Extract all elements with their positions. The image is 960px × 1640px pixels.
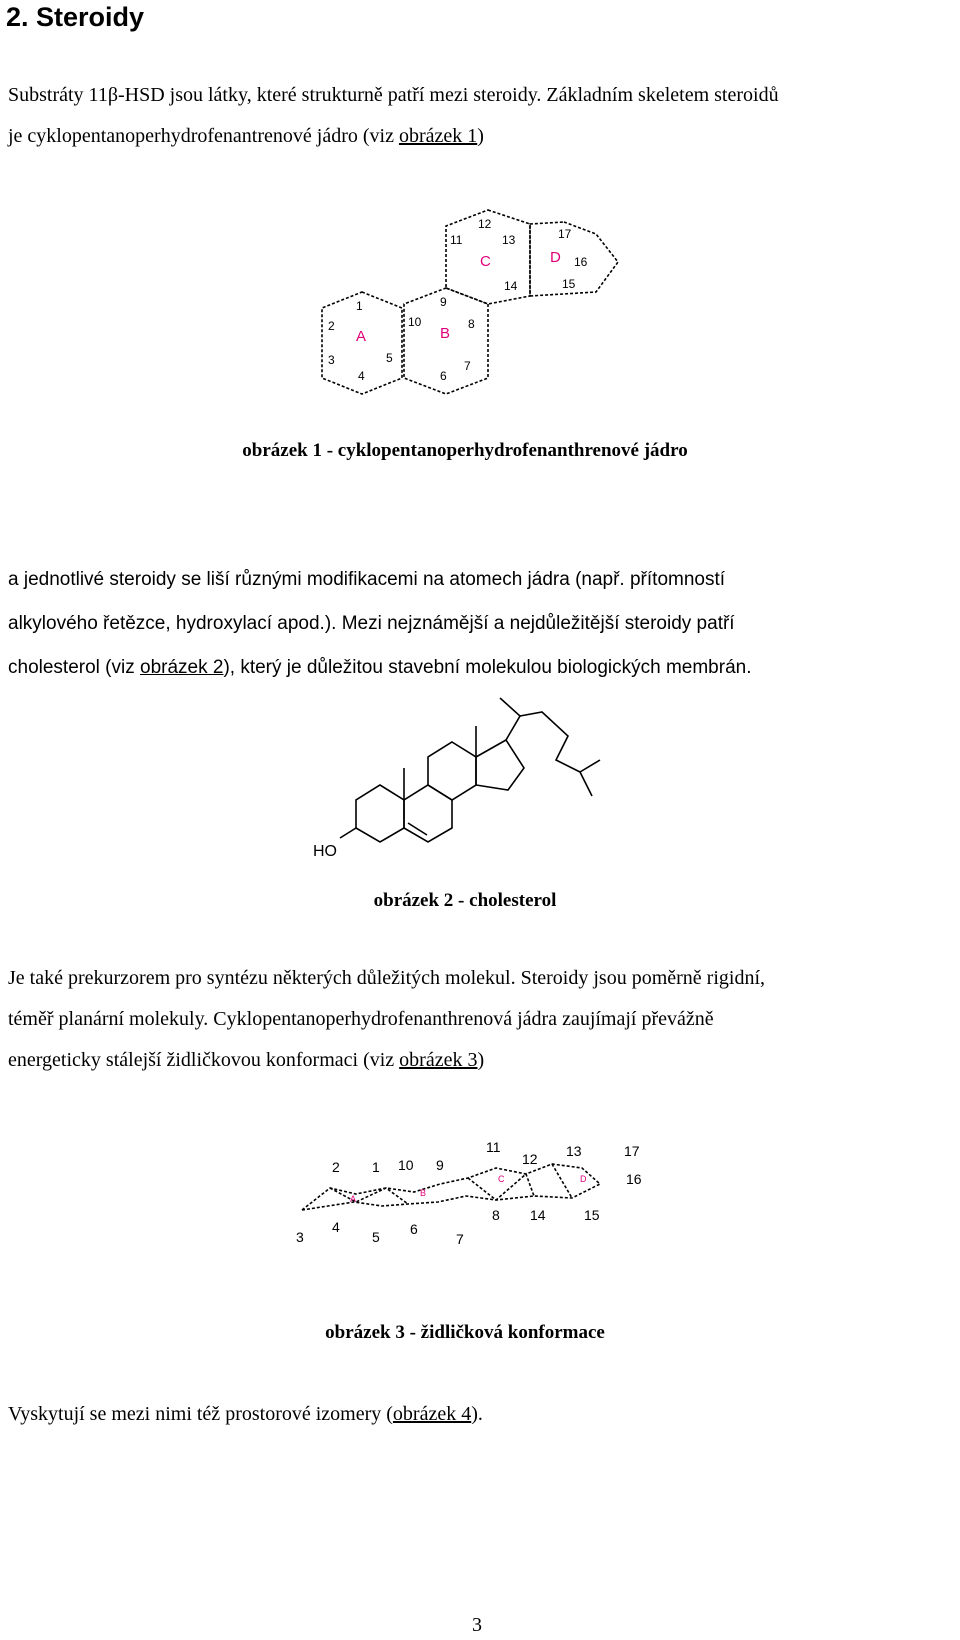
atom-number-14: 14 [504,279,518,293]
ring-label-b: B [440,325,451,342]
paragraph-intro [8,75,958,157]
paragraph-modifications-line-3 [8,646,958,690]
chair-atom-number-7: 7 [456,1231,464,1247]
atom-number-7: 7 [464,359,471,373]
page-number: 3 [472,1614,482,1636]
chair-atom-number-12: 12 [522,1151,538,1167]
text: je cyklopentanoperhydrofenantrenové jádro (viz [8,125,399,147]
chair-atom-number-6: 6 [410,1221,418,1237]
section-heading: 2. Steroidy [6,2,145,32]
figure-3-caption: obrázek 3 - židličková konformace [325,1322,605,1343]
chair-ring-label-b: B [420,1188,427,1198]
paragraph-conformation-line-1: Je také prekurzorem pro syntézu některých důležitých molekul. Steroidy jsou poměrně rigidní, [8,967,766,989]
atom-number-9: 9 [440,295,447,309]
atom-number-5: 5 [386,351,393,365]
chair-atom-number-1: 1 [372,1159,380,1175]
atom-number-2: 2 [328,319,335,333]
chair-atom-number-4: 4 [332,1219,340,1235]
chair-ring-label-c: C [498,1174,505,1184]
chair-conformation-diagram [290,1130,670,1260]
side-chain [500,698,520,740]
figure-2-link[interactable]: obrázek 2 [140,657,224,678]
paragraph-isomers [8,1394,958,1435]
chair-atom-number-17: 17 [624,1143,640,1159]
atom-number-13: 13 [502,233,516,247]
chair-atom-number-10: 10 [398,1157,414,1173]
chair-atom-number-16: 16 [626,1171,642,1187]
chair-ring-label-a: A [350,1194,357,1204]
figure-1-caption: obrázek 1 - cyklopentanoperhydrofenanthrenové jádro [242,440,688,461]
chair-atom-number-15: 15 [584,1207,600,1223]
paragraph-conformation-line-2: téměř planární molekuly. Cyklopentanoperhydrofenanthrenová jádra zaujímají převážně [8,1008,714,1030]
atom-number-1: 1 [356,299,363,313]
steroid-nucleus-diagram [300,200,640,410]
ring-label-a: A [356,328,367,345]
paragraph-conformation [8,958,958,1081]
paragraph-modifications-line-1: a jednotlivé steroidy se liší různými modifikacemi na atomech jádra (např. přítomností [8,569,726,590]
cholesterol-ring-b [404,785,452,842]
hydroxyl-label: HO [313,843,337,860]
figure-4-link[interactable]: obrázek 4 [392,1403,472,1425]
figure-3-link[interactable]: obrázek 3 [399,1049,478,1071]
cholesterol-ring-a [356,785,404,842]
cholesterol-ring-d [476,740,524,790]
paragraph-modifications-line-2: alkylového řetězce, hydroxylací apod.). Mezi nejznámější a nejdůležitější steroidy patří [8,613,735,634]
chair-atom-number-2: 2 [332,1159,340,1175]
text: ), který je důležitou stavební molekulou biologických membrán. [223,657,752,678]
chair-ring-label-d: D [580,1174,587,1184]
atom-number-6: 6 [440,369,447,383]
text: ). [471,1403,483,1425]
figure-1-link[interactable]: obrázek 1 [398,125,478,147]
figure-2-caption: obrázek 2 - cholesterol [373,890,557,911]
cholesterol-ring-c [428,742,476,800]
paragraph-conformation-line-3 [8,1040,958,1081]
paragraph-intro-line-2 [8,116,958,157]
text: ) [477,125,484,147]
chair-atom-number-3: 3 [296,1229,304,1245]
chair-atom-number-8: 8 [492,1207,500,1223]
paragraph-modifications [8,558,958,690]
ring-label-d: D [550,249,561,266]
side-chain-branch [580,760,600,772]
atom-number-16: 16 [574,255,588,269]
atom-number-11: 11 [450,233,463,247]
atom-number-8: 8 [468,317,475,331]
text: ) [477,1049,485,1071]
text: energeticky stálejší židličkovou konformaci (viz [8,1049,400,1071]
chair-ring-d [552,1164,572,1198]
text: cholesterol (viz [8,657,140,678]
cholesterol-structure [300,690,620,870]
atom-number-10: 10 [408,315,422,329]
chair-lower-edge [302,1184,600,1210]
double-bond-line [408,823,427,835]
atom-number-4: 4 [358,369,365,383]
chair-atom-number-9: 9 [436,1157,444,1173]
paragraph-intro-line-1: Substráty 11β-HSD jsou látky, které strukturně patří mezi steroidy. Základním skeletem steroidů [8,84,779,106]
text: Vyskytují se mezi nimi též prostorové izomery ( [8,1403,393,1425]
atom-number-15: 15 [562,277,576,291]
atom-number-12: 12 [478,217,492,231]
chair-atom-number-5: 5 [372,1229,380,1245]
chair-atom-number-13: 13 [566,1143,582,1159]
ring-label-c: C [480,253,491,270]
atom-number-17: 17 [558,227,572,241]
chair-atom-number-11: 11 [486,1139,501,1155]
side-chain-tail [520,712,592,796]
chair-atom-number-14: 14 [530,1207,546,1223]
atom-number-3: 3 [328,353,335,367]
hydroxyl-bond [340,828,356,838]
